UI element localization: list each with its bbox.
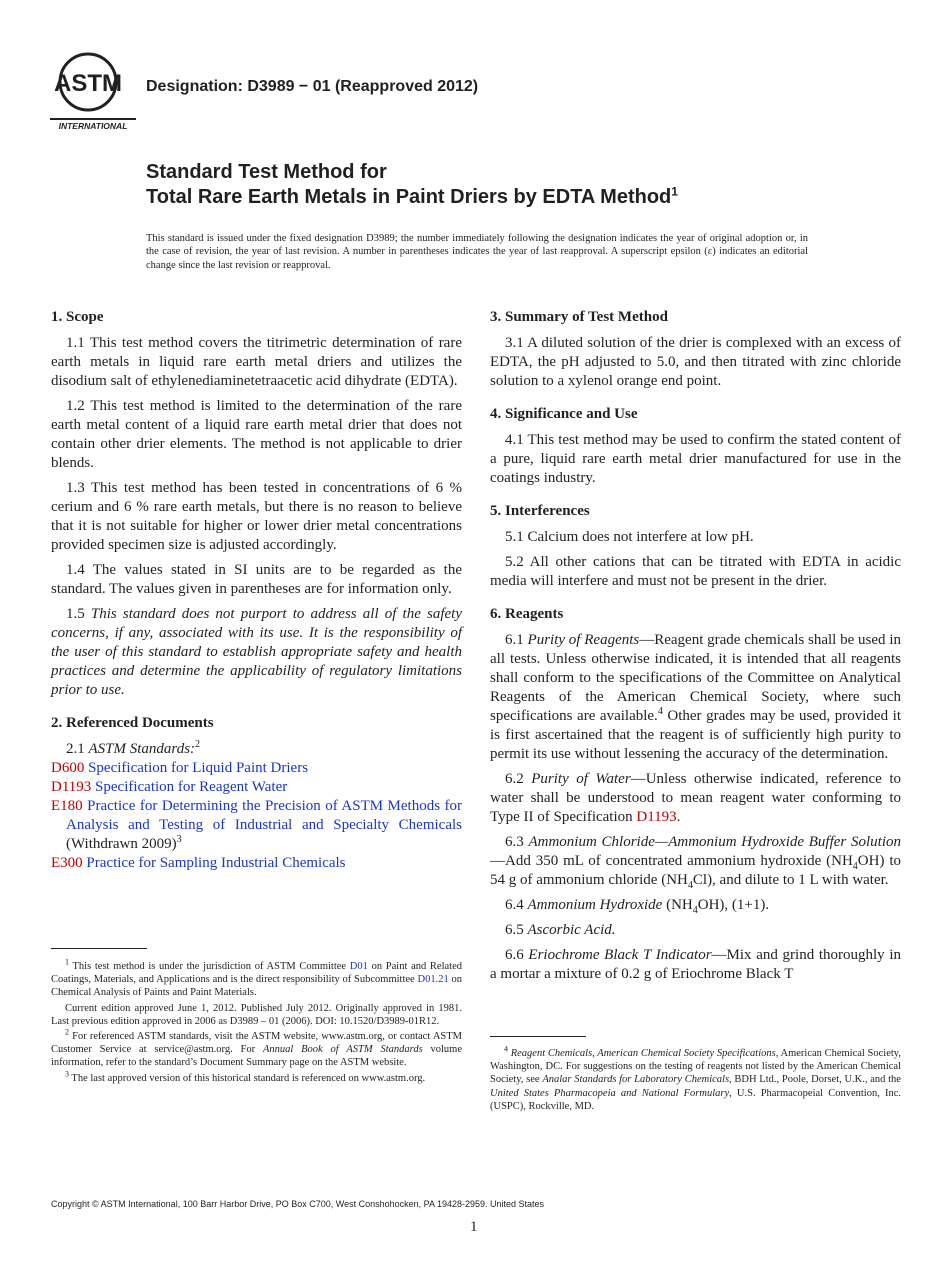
section-heading-scope: 1. Scope xyxy=(51,309,104,325)
reference-e180[interactable]: E180 Practice for Determining the Precision of ASTM Methods for Analysis and Testing of Industrial and Specialty Chemicals (Withdrawn 2009)$^3$ xyxy=(51,798,463,852)
reagents-6-2: 6.2 Purity of Water—Unless otherwise indicated, reference to water shall be understood to mean reagent water conforming to Type II of Specification D1193. xyxy=(490,771,901,825)
footnote-link-d01-21[interactable]: D01.21 xyxy=(417,974,449,986)
footnotes-left xyxy=(51,957,462,1087)
footnote-rule-left xyxy=(51,948,147,949)
referenced-2-1: 2.1 ASTM Standards:$^2$ xyxy=(66,739,201,757)
section-heading-summary: 3. Summary of Test Method xyxy=(490,309,668,325)
left-column xyxy=(51,308,462,873)
footnote-1-edition: Current edition approved June 1, 2012. Published July 2012. Originally approved in 1981. Last previous edition approved in 2006 as D3989 – 01 (2006). DOI: 10.1520/D3989-01R12. xyxy=(51,1002,462,1027)
title-line-2: Total Rare Earth Metals in Paint Driers by EDTA Method$^1$ xyxy=(146,184,678,208)
footnote-rule-right xyxy=(490,1036,586,1037)
document-title xyxy=(146,160,678,210)
section-heading-referenced: 2. Referenced Documents xyxy=(51,715,214,731)
astm-logo xyxy=(50,50,136,132)
significance-4-1: 4.1 This test method may be used to confirm the stated content of a pure, liquid rare earth metal drier manufactured for use in the coatings industry. xyxy=(490,432,901,486)
section-heading-significance: 4. Significance and Use xyxy=(490,406,638,422)
section-heading-reagents: 6. Reagents xyxy=(490,606,564,622)
footnote-1: $^1$ This test method is under the jurisdiction of ASTM Committee D01 on Paint and Related Coatings, Materials, and Applications and is the direct responsibility of Subcommittee D01.21 on Chemical Analysis of Paints and Paint Materials. xyxy=(51,957,462,999)
reagents-6-5: 6.5 Ascorbic Acid. xyxy=(505,922,616,938)
scope-1-1: 1.1 This test method covers the titrimetric determination of rare earth metals in liquid rare earth metal driers and utilizes the disodium salt of ethylenediaminetetraacetic acid dihydrate (EDTA). xyxy=(51,335,462,389)
svg-text:ASTM: ASTM xyxy=(54,70,122,97)
reference-e300[interactable]: E300 Practice for Sampling Industrial Chemicals xyxy=(51,855,346,871)
reagents-6-4: 6.4 Ammonium Hydroxide $(NH_4OH)$, (1+1). xyxy=(505,897,770,916)
footnote-2: $^2$ For referenced ASTM standards, visit the ASTM website, www.astm.org, or contact ASTM Customer Service at service@astm.org. For Annual Book of ASTM Standards volume information, refer to the standard’s Document Summary page on the ASTM website. xyxy=(51,1027,462,1069)
designation: Designation: D3989 − 01 (Reapproved 2012) xyxy=(146,78,479,95)
footnote-4: $^4$ Reagent Chemicals, American Chemical Society Specifications, American Chemical Society, Washington, DC. For suggestions on the testing of reagents not listed by the American Chemical Society, see Analar Standards for Laboratory Chemicals, BDH Ltd., Poole, Dorset, U.K., and the United States Pharmacopeia and National Formulary, U.S. Pharmacopeial Convention, Inc. (USPC), Rockville, MD. xyxy=(490,1044,902,1112)
issue-note: This standard is issued under the fixed designation D3989; the number immediately following the designation indicates the year of original adoption or, in the case of revision, the year of last revision. A number in parentheses indicates the year of last reapproval. A superscript epsilon (ε) indicates an editorial change since the last revision or reapproval. xyxy=(146,233,808,271)
scope-1-5: 1.5 This standard does not purport to address all of the safety concerns, if any, associated with its use. It is the responsibility of the user of this standard to establish appropriate safety and health practices and determine the applicability of regulatory limitations prior to use. xyxy=(51,606,463,698)
reagents-6-3: 6.3 Ammonium Chloride—Ammonium Hydroxide Buffer Solution—Add 350 mL of concentrated ammonium hydroxide $(NH_4OH)$ to 54 g of ammonium chloride $(NH_4Cl)$, and dilute to 1 L with water. xyxy=(490,834,902,891)
title-footnote-mark: 1 xyxy=(671,184,678,199)
page-number: 1 xyxy=(470,1219,478,1235)
section-heading-interferences: 5. Interferences xyxy=(490,503,590,519)
reference-d1193[interactable]: D1193 Specification for Reagent Water xyxy=(51,779,288,795)
right-column xyxy=(490,308,901,990)
copyright-notice: Copyright © ASTM International, 100 Barr Harbor Drive, PO Box C700, West Conshohocken, PA 19428-2959. United States xyxy=(51,1199,545,1209)
scope-1-4: 1.4 The values stated in SI units are to be regarded as the standard. The values given in parentheses are for information only. xyxy=(51,562,462,597)
reference-d600[interactable]: D600 Specification for Liquid Paint Driers xyxy=(51,760,309,776)
interferences-5-1: 5.1 Calcium does not interfere at low pH. xyxy=(505,529,754,545)
footnote-link-d01[interactable]: D01 xyxy=(349,961,368,972)
scope-1-3: 1.3 This test method has been tested in concentrations of 6 % cerium and 6 % rare earth metals, but there is no reason to believe that it is not suitable for higher or lower drier metal concentrations provided specimen size is adjusted accordingly. xyxy=(51,480,462,553)
scope-1-2: 1.2 This test method is limited to the determination of the rare earth metal content of a liquid rare earth metal drier that does not contain other drier elements. The method is not applicable to drier blends. xyxy=(51,398,462,471)
title-line-1: Standard Test Method for xyxy=(146,161,387,183)
reagents-6-1: 6.1 Purity of Reagents—Reagent grade chemicals shall be used in all tests. Unless otherwise indicated, it is intended that all reagents shall conform to the specifications of the Committee on Analytical Reagents of the American Chemical Society, where such specifications are available.$^4$ Other grades may be used, provided it is first ascertained that the reagent is of sufficiently high purity to permit its use without lessening the accuracy of the determination. xyxy=(490,632,901,762)
logo-caption: INTERNATIONAL xyxy=(58,121,128,131)
footnotes-right xyxy=(490,1044,902,1115)
summary-3-1: 3.1 A diluted solution of the drier is complexed with an excess of EDTA, the pH adjusted to 5.0, and then titrated with zinc chloride solution to a xylenol orange end point. xyxy=(490,335,901,389)
interferences-5-2: 5.2 All other cations that can be titrated with EDTA in acidic media will interfere and must not be present in the drier. xyxy=(490,554,901,589)
footnote-3: $^3$ The last approved version of this historical standard is referenced on www.astm.org. xyxy=(65,1069,426,1084)
reference-link-d1193[interactable]: D1193 xyxy=(636,809,677,825)
reagents-6-6: 6.6 Eriochrome Black T Indicator—Mix and grind thoroughly in a mortar a mixture of 0.2 g of Eriochrome Black T xyxy=(490,947,902,982)
